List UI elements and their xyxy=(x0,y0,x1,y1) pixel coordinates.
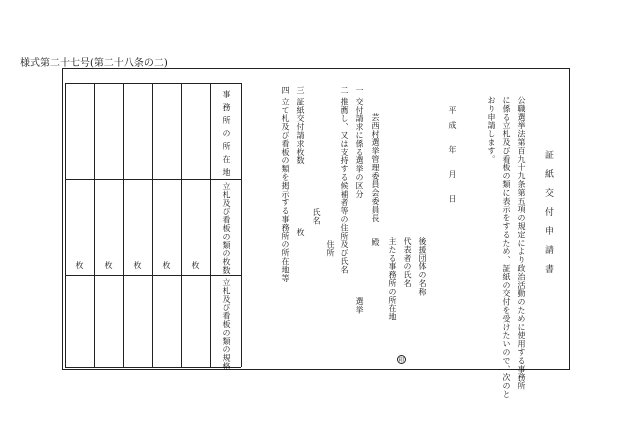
table-line xyxy=(152,83,153,367)
main-office-address-label: 主たる事務所の所在地 xyxy=(388,237,397,321)
intro-line-1: 公職選挙法第百九十九条第五項の規定により政治活動のために使用する事務所 xyxy=(517,96,526,390)
addressee: 芸西村選挙管理委員会委員長 xyxy=(371,113,380,223)
intro-line-3: おり申請します。 xyxy=(487,96,496,164)
form-number-label: 様式第二十七号(第二十八条の二) xyxy=(20,58,168,69)
item-1-election-type: 一 交付請求に係る選挙の区分 xyxy=(355,86,364,199)
row-count-unit: 枚 xyxy=(162,261,171,270)
election-suffix: 選挙 xyxy=(355,297,364,314)
table-line xyxy=(210,83,211,367)
table-line xyxy=(181,83,182,367)
table-line xyxy=(94,83,95,367)
item-4-office-signs: 四 立て札及び看板の類を掲示する事務所の所在地等 xyxy=(281,86,290,283)
representative-name-label: 代表者の氏名 xyxy=(403,237,412,288)
application-date: 平成 年 月 日 xyxy=(448,106,457,210)
item-3-request-count: 三 証紙交付請求枚数 xyxy=(296,86,305,165)
header-sign-spec: 立札及び看板の類の規格 xyxy=(222,278,231,371)
honorific: 殿 xyxy=(371,238,380,247)
table-line xyxy=(65,275,241,276)
table-line xyxy=(65,83,66,367)
table-line xyxy=(123,83,124,367)
item-2-candidate-info: 二 推薦し、又は支持する候補者等の住所及び氏名 xyxy=(340,86,349,274)
table-line xyxy=(241,83,242,367)
row-count-unit: 枚 xyxy=(191,261,200,270)
header-sign-count: 立札及び看板の類の枚数 xyxy=(222,182,231,275)
table-line xyxy=(65,83,241,84)
table-line xyxy=(65,179,241,180)
form-title: 証紙交付申請書 xyxy=(543,150,553,283)
header-office-location: 事務所の所在地 xyxy=(222,90,231,181)
org-name-label: 後援団体の名称 xyxy=(418,237,427,296)
row-count-unit: 枚 xyxy=(133,261,142,270)
count-unit: 枚 xyxy=(296,228,305,237)
seal-mark: 印 xyxy=(398,357,405,364)
address-label: 住所 xyxy=(326,240,335,257)
row-count-unit: 枚 xyxy=(104,261,113,270)
table-line xyxy=(65,367,241,368)
row-count-unit: 枚 xyxy=(75,261,84,270)
intro-line-2: に係る立札及び看板の類に表示をするため、証紙の交付を受けたいので、次のと xyxy=(502,96,511,399)
name-label: 氏名 xyxy=(312,208,321,225)
